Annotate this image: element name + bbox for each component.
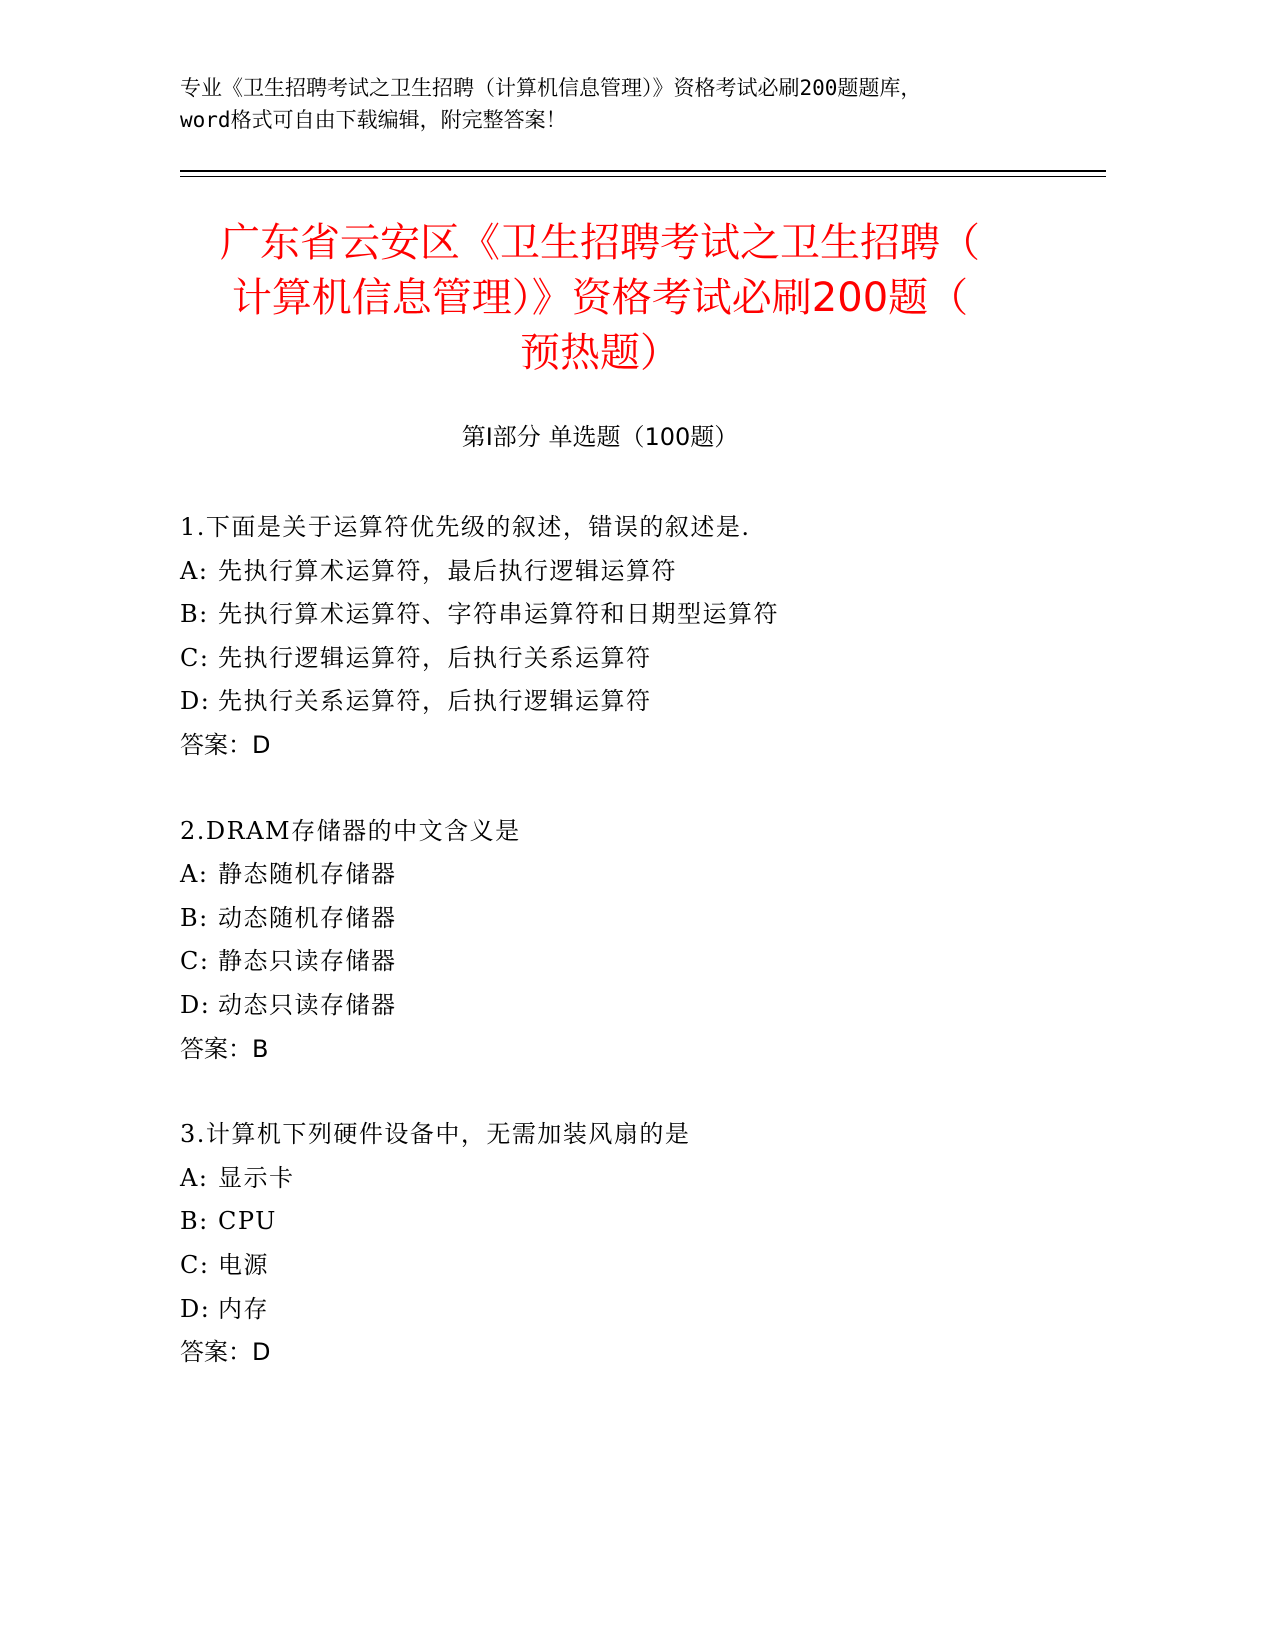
option-letter: B:	[180, 1207, 209, 1236]
document-intro	[180, 72, 1060, 136]
option-c	[180, 940, 1080, 984]
option-letter: A:	[180, 860, 209, 889]
question-list	[180, 506, 1080, 1417]
intro-line-1: 专业《卫生招聘考试之卫生招聘（计算机信息管理）》资格考试必刷200题题库，	[180, 76, 922, 100]
option-a	[180, 853, 1080, 897]
option-letter: D:	[180, 990, 211, 1019]
option-letter: C:	[180, 1250, 210, 1279]
title-line-2: 计算机信息管理）》资格考试必刷200题（	[231, 275, 969, 321]
option-b	[180, 593, 1080, 637]
option-a	[180, 1157, 1080, 1201]
option-text: 显示卡	[218, 1163, 295, 1192]
option-text: 动态随机存储器	[218, 903, 397, 932]
option-letter: D:	[180, 687, 211, 716]
option-text: 动态只读存储器	[218, 990, 397, 1019]
option-text: 先执行关系运算符，后执行逻辑运算符	[218, 687, 652, 716]
question-2	[180, 810, 1080, 1072]
option-letter: C:	[180, 643, 210, 672]
option-text: 静态随机存储器	[218, 860, 397, 889]
option-text: 静态只读存储器	[218, 947, 397, 976]
question-3	[180, 1113, 1080, 1375]
section-title: 第Ⅰ部分 单选题（100题）	[461, 423, 739, 451]
document-title	[150, 216, 1050, 381]
option-d	[180, 1288, 1080, 1332]
option-text: CPU	[218, 1207, 277, 1236]
option-letter: C:	[180, 947, 210, 976]
option-text: 先执行算术运算符，最后执行逻辑运算符	[218, 556, 677, 585]
question-text: 2.DRAM存储器的中文含义是	[180, 816, 521, 845]
option-letter: D:	[180, 1294, 211, 1323]
header-divider-thick	[180, 170, 1106, 172]
question-text: 1.下面是关于运算符优先级的叙述，错误的叙述是.	[180, 513, 751, 541]
option-letter: A:	[180, 1163, 209, 1192]
intro-line-2: word格式可自由下载编辑，附完整答案！	[180, 108, 567, 132]
answer-line: 答案：D	[180, 730, 271, 759]
option-letter: A:	[180, 556, 209, 585]
option-text: 先执行算术运算符、字符串运算符和日期型运算符	[218, 600, 779, 629]
option-text: 内存	[218, 1294, 269, 1323]
option-letter: B:	[180, 600, 209, 629]
header-divider-thin	[180, 176, 1106, 177]
answer-line: 答案：B	[180, 1034, 269, 1063]
question-text: 3.计算机下列硬件设备中，无需加装风扇的是	[180, 1120, 691, 1149]
option-text: 先执行逻辑运算符，后执行关系运算符	[218, 643, 652, 672]
option-c	[180, 637, 1080, 681]
option-c	[180, 1244, 1080, 1288]
option-d	[180, 680, 1080, 724]
option-b	[180, 1200, 1080, 1244]
answer-line: 答案：D	[180, 1338, 271, 1367]
title-line-3: 预热题）	[520, 330, 680, 376]
question-1	[180, 506, 1080, 768]
option-a	[180, 550, 1080, 594]
option-letter: B:	[180, 903, 209, 932]
title-line-1: 广东省云安区《卫生招聘考试之卫生招聘（	[220, 220, 980, 266]
option-b	[180, 897, 1080, 941]
option-text: 电源	[218, 1250, 269, 1279]
option-d	[180, 984, 1080, 1028]
